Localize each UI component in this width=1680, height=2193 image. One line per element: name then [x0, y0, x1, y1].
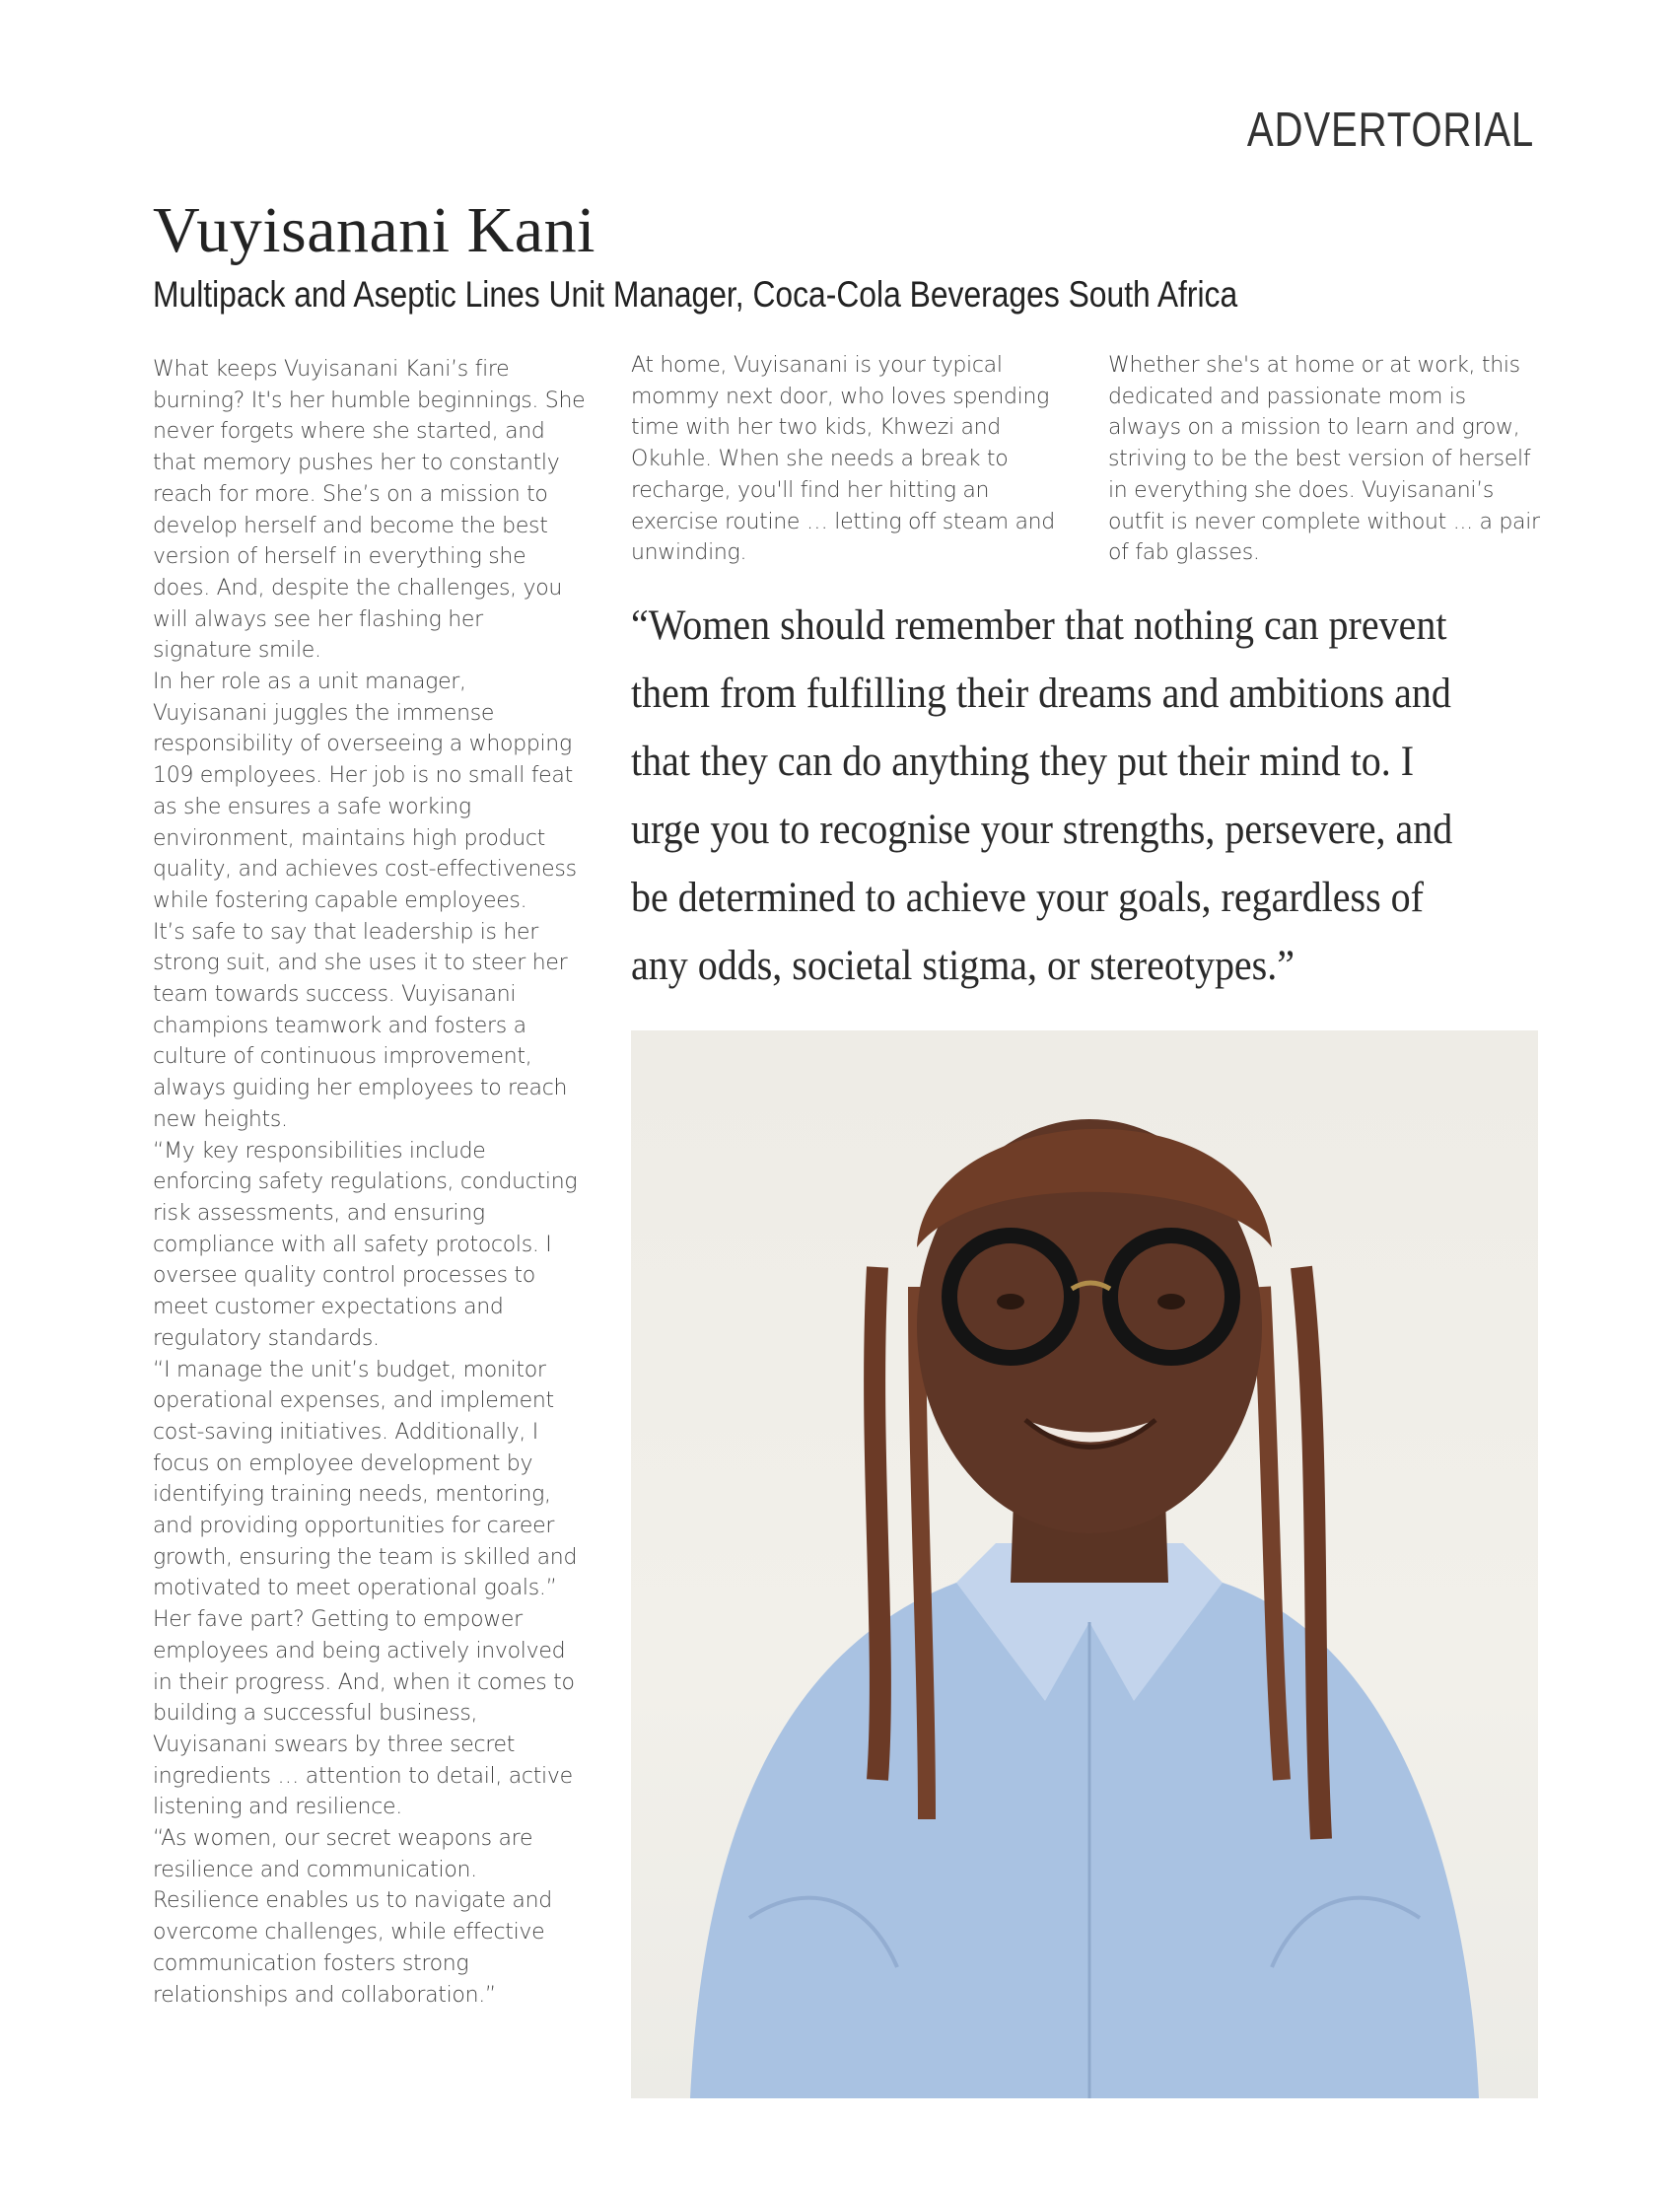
article-subtitle: Multipack and Aseptic Lines Unit Manager, Coca-Cola Beverages South Africa [153, 274, 1238, 315]
section-label: ADVERTORIAL [1246, 104, 1534, 157]
paragraph: “As women, our secret weapons are resilience and communication. Resilience enables us to navigate and overcome challenges, while effective communication fosters strong relationships and collaboration.” [153, 1826, 552, 2008]
article-title: Vuyisanani Kani [153, 194, 595, 266]
paragraph: “My key responsibilities include enforcing safety regulations, conducting risk assessments, and ensuring compliance with all safety protocols. I oversee quality control processes to meet customer expectations and regulatory standards. [153, 1138, 578, 1351]
paragraph: “I manage the unit’s budget, monitor operational expenses, and implement cost-saving initiatives. Additionally, I focus on employee development by identifying training needs, mentoring, and providing opportunities for career growth, ensuring the team is skilled and motivated to meet operational goals.” [153, 1357, 578, 1601]
paragraph: What keeps Vuyisanani Kani’s fire burning? It's her humble beginnings. She never forgets where she started, and that memory pushes her to constantly reach for more. She’s on a mission to develop herself and become the best version of herself in everything she does. And, despite the challenges, you will always see her flashing her signature smile. [153, 357, 586, 664]
paragraph: Whether she's at home or at work, this dedicated and passionate mom is always on a mission to learn and grow, striving to be the best version of herself in everything she does. Vuyisanani’s outfit is never complete without ... a pair of fab glasses. [1108, 353, 1540, 566]
paragraph: Her fave part? Getting to empower employees and being actively involved in their progress. And, when it comes to building a successful business, Vuyisanani swears by three secret ingredients … attention to detail, active listening and resilience. [153, 1607, 575, 1820]
paragraph: At home, Vuyisanani is your typical mommy next door, who loves spending time with her two kids, Khwezi and Okuhle. When she needs a break to recharge, you'll find her hitting an exercise routine … letting off steam and unwinding. [631, 353, 1055, 566]
paragraph: In her role as a unit manager, Vuyisanani juggles the immense responsibility of overseeing a whopping 109 employees. Her job is no small feat as she ensures a safe working environment, maintains high product quality, and achieves cost-effectiveness while fostering capable employees. [153, 670, 577, 913]
paragraph: It’s safe to say that leadership is her strong suit, and she uses it to steer her team towards success. Vuyisanani champions teamwork and fosters a culture of continuous improvement, always guiding her employees to reach new heights. [153, 919, 568, 1132]
body-column-3 [1108, 350, 1542, 569]
portrait-illustration [631, 1030, 1538, 2098]
portrait-photo [631, 1030, 1538, 2098]
pull-quote: “Women should remember that nothing can prevent them from fulfilling their dreams and ambitions and that they can do anything they put their mind to. I urge you to recognise your strengths, persevere, and be determined to achieve your goals, regardless of any odds, societal stigma, or stereotypes.” [631, 602, 1453, 989]
body-column-1 [153, 354, 587, 2011]
body-column-2 [631, 350, 1055, 569]
